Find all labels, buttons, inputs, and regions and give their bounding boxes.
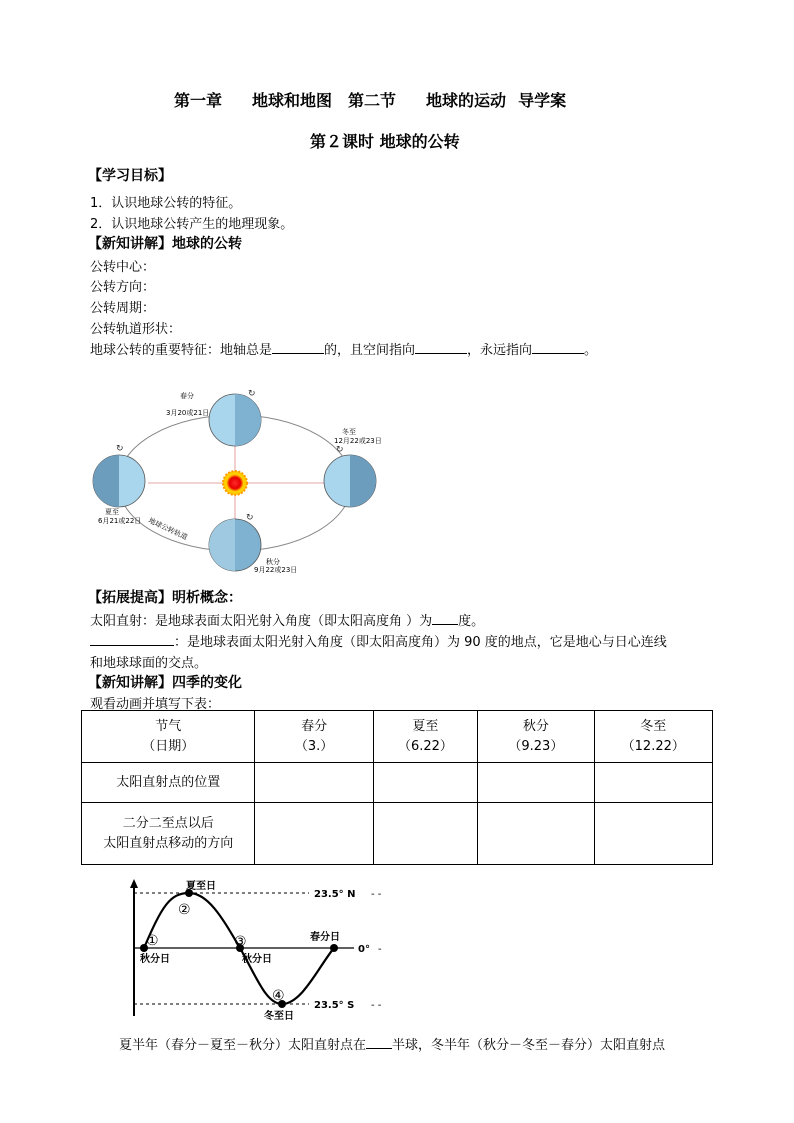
answer-cell[interactable] [373, 763, 478, 803]
autumn-day-left-label: 秋分日 [140, 954, 170, 965]
extension-line-3: 和地球球面的交点。 [90, 656, 208, 671]
field-period: 公转周期： [90, 301, 156, 316]
new-knowledge-heading: 【新知讲解】地球的公转 [88, 236, 242, 252]
spring-date: 3月20或21日 [166, 409, 210, 417]
answer-cell[interactable] [478, 803, 594, 865]
south-tick: - - [371, 1000, 382, 1011]
seasons-table [81, 710, 713, 865]
objectives-heading: 【学习目标】 [88, 168, 172, 184]
answer-cell[interactable] [594, 803, 712, 865]
objective-item: 1．认识地球公转的特征。 [90, 196, 242, 211]
table-instruction: 观看动画并填写下表： [90, 697, 221, 712]
table-row [82, 763, 713, 803]
axis-arrow-icon [130, 879, 138, 888]
field-orbit-shape: 公转轨道形状： [90, 322, 182, 337]
sun-core [227, 475, 243, 491]
point-label-1: ① [146, 933, 159, 949]
rotation-arrow-icon: ↻ [336, 445, 344, 455]
extension-line-2: ：是地球表面太阳光射入角度（即太阳高度角）为 90 度的地点，它是地心与日心连线 [90, 631, 667, 650]
rotation-arrow-icon: ↻ [116, 444, 124, 454]
earth-summer-shadow [93, 455, 119, 507]
header-cell: 夏至 （6.22） [373, 711, 478, 763]
extension-line-1: 太阳直射：是地球表面太阳光射入角度（即太阳高度角 ）为 度。 [90, 614, 485, 629]
seasons-heading: 【新知讲解】四季的变化 [88, 675, 242, 691]
point-marker [330, 944, 338, 952]
answer-cell[interactable] [255, 763, 373, 803]
spring-day-label: 春分日 [310, 932, 340, 943]
winter-label: 冬至 [342, 428, 356, 436]
chapter-title: 第一章 地球和地图 第二节 地球的运动 导学案 [174, 91, 567, 110]
equator-label: 0° [358, 944, 370, 955]
earth-spring-shadow [235, 394, 261, 446]
north-tropic-label: 23.5° N [314, 889, 356, 900]
summer-date: 6月21或22日 [98, 517, 142, 525]
spring-label: 春分 [180, 392, 194, 400]
row-label: 二分二至点以后 太阳直射点移动的方向 [82, 803, 255, 865]
point-label-4: ④ [272, 988, 285, 1004]
equator-tick: - [378, 944, 382, 955]
rotation-arrow-icon: ↻ [246, 513, 254, 523]
direct-point-diagram [124, 876, 394, 1022]
earth-autumn-light [209, 519, 235, 571]
north-tick: - - [371, 889, 382, 900]
table-header-row [82, 711, 713, 763]
answer-blank[interactable] [366, 1036, 392, 1049]
autumn-date: 9月22或23日 [254, 566, 298, 574]
south-tropic-label: 23.5° S [314, 1000, 355, 1011]
summer-day-label: 夏至日 [186, 881, 216, 892]
answer-cell[interactable] [255, 803, 373, 865]
objective-item: 2．认识地球公转产生的地理现象。 [90, 217, 294, 232]
winter-date: 12月22或23日 [334, 437, 382, 445]
answer-blank[interactable] [432, 612, 458, 625]
table-row [82, 803, 713, 865]
feature-sentence: 地球公转的重要特征：地轴总是 的，且空间指向 ，永远指向 。 [90, 343, 598, 358]
header-cell: 秋分 （9.23） [478, 711, 594, 763]
answer-cell[interactable] [373, 803, 478, 865]
orbit-text: 地球公转轨道 [147, 516, 189, 542]
answer-cell[interactable] [478, 763, 594, 803]
answer-cell[interactable] [594, 763, 712, 803]
point-label-2: ② [178, 902, 191, 918]
point-label-3: ③ [234, 934, 247, 950]
field-center: 公转中心： [90, 260, 156, 275]
summer-label: 夏至 [105, 508, 119, 516]
answer-blank[interactable] [415, 341, 467, 354]
autumn-day-label: 秋分日 [242, 954, 272, 965]
winter-day-label: 冬至日 [264, 1011, 294, 1022]
rotation-arrow-icon: ↻ [248, 389, 256, 399]
orbit-diagram [88, 382, 388, 578]
answer-blank[interactable] [272, 341, 324, 354]
header-cell: 春分 （3.） [255, 711, 373, 763]
header-cell: 节气 （日期） [82, 711, 255, 763]
lesson-title: 第２课时 地球的公转 [310, 132, 460, 151]
extension-heading: 【拓展提高】明析概念： [88, 590, 242, 606]
answer-blank[interactable] [532, 341, 584, 354]
answer-blank[interactable] [90, 633, 174, 646]
autumn-label: 秋分 [266, 558, 280, 566]
earth-winter-shadow [350, 455, 376, 507]
closing-sentence: 夏半年（春分－夏至－秋分）太阳直射点在 半球，冬半年（秋分－冬至－春分）太阳直射点 [119, 1038, 666, 1053]
field-direction: 公转方向： [90, 280, 156, 295]
row-label: 太阳直射点的位置 [82, 763, 255, 803]
header-cell: 冬至 （12.22） [594, 711, 712, 763]
